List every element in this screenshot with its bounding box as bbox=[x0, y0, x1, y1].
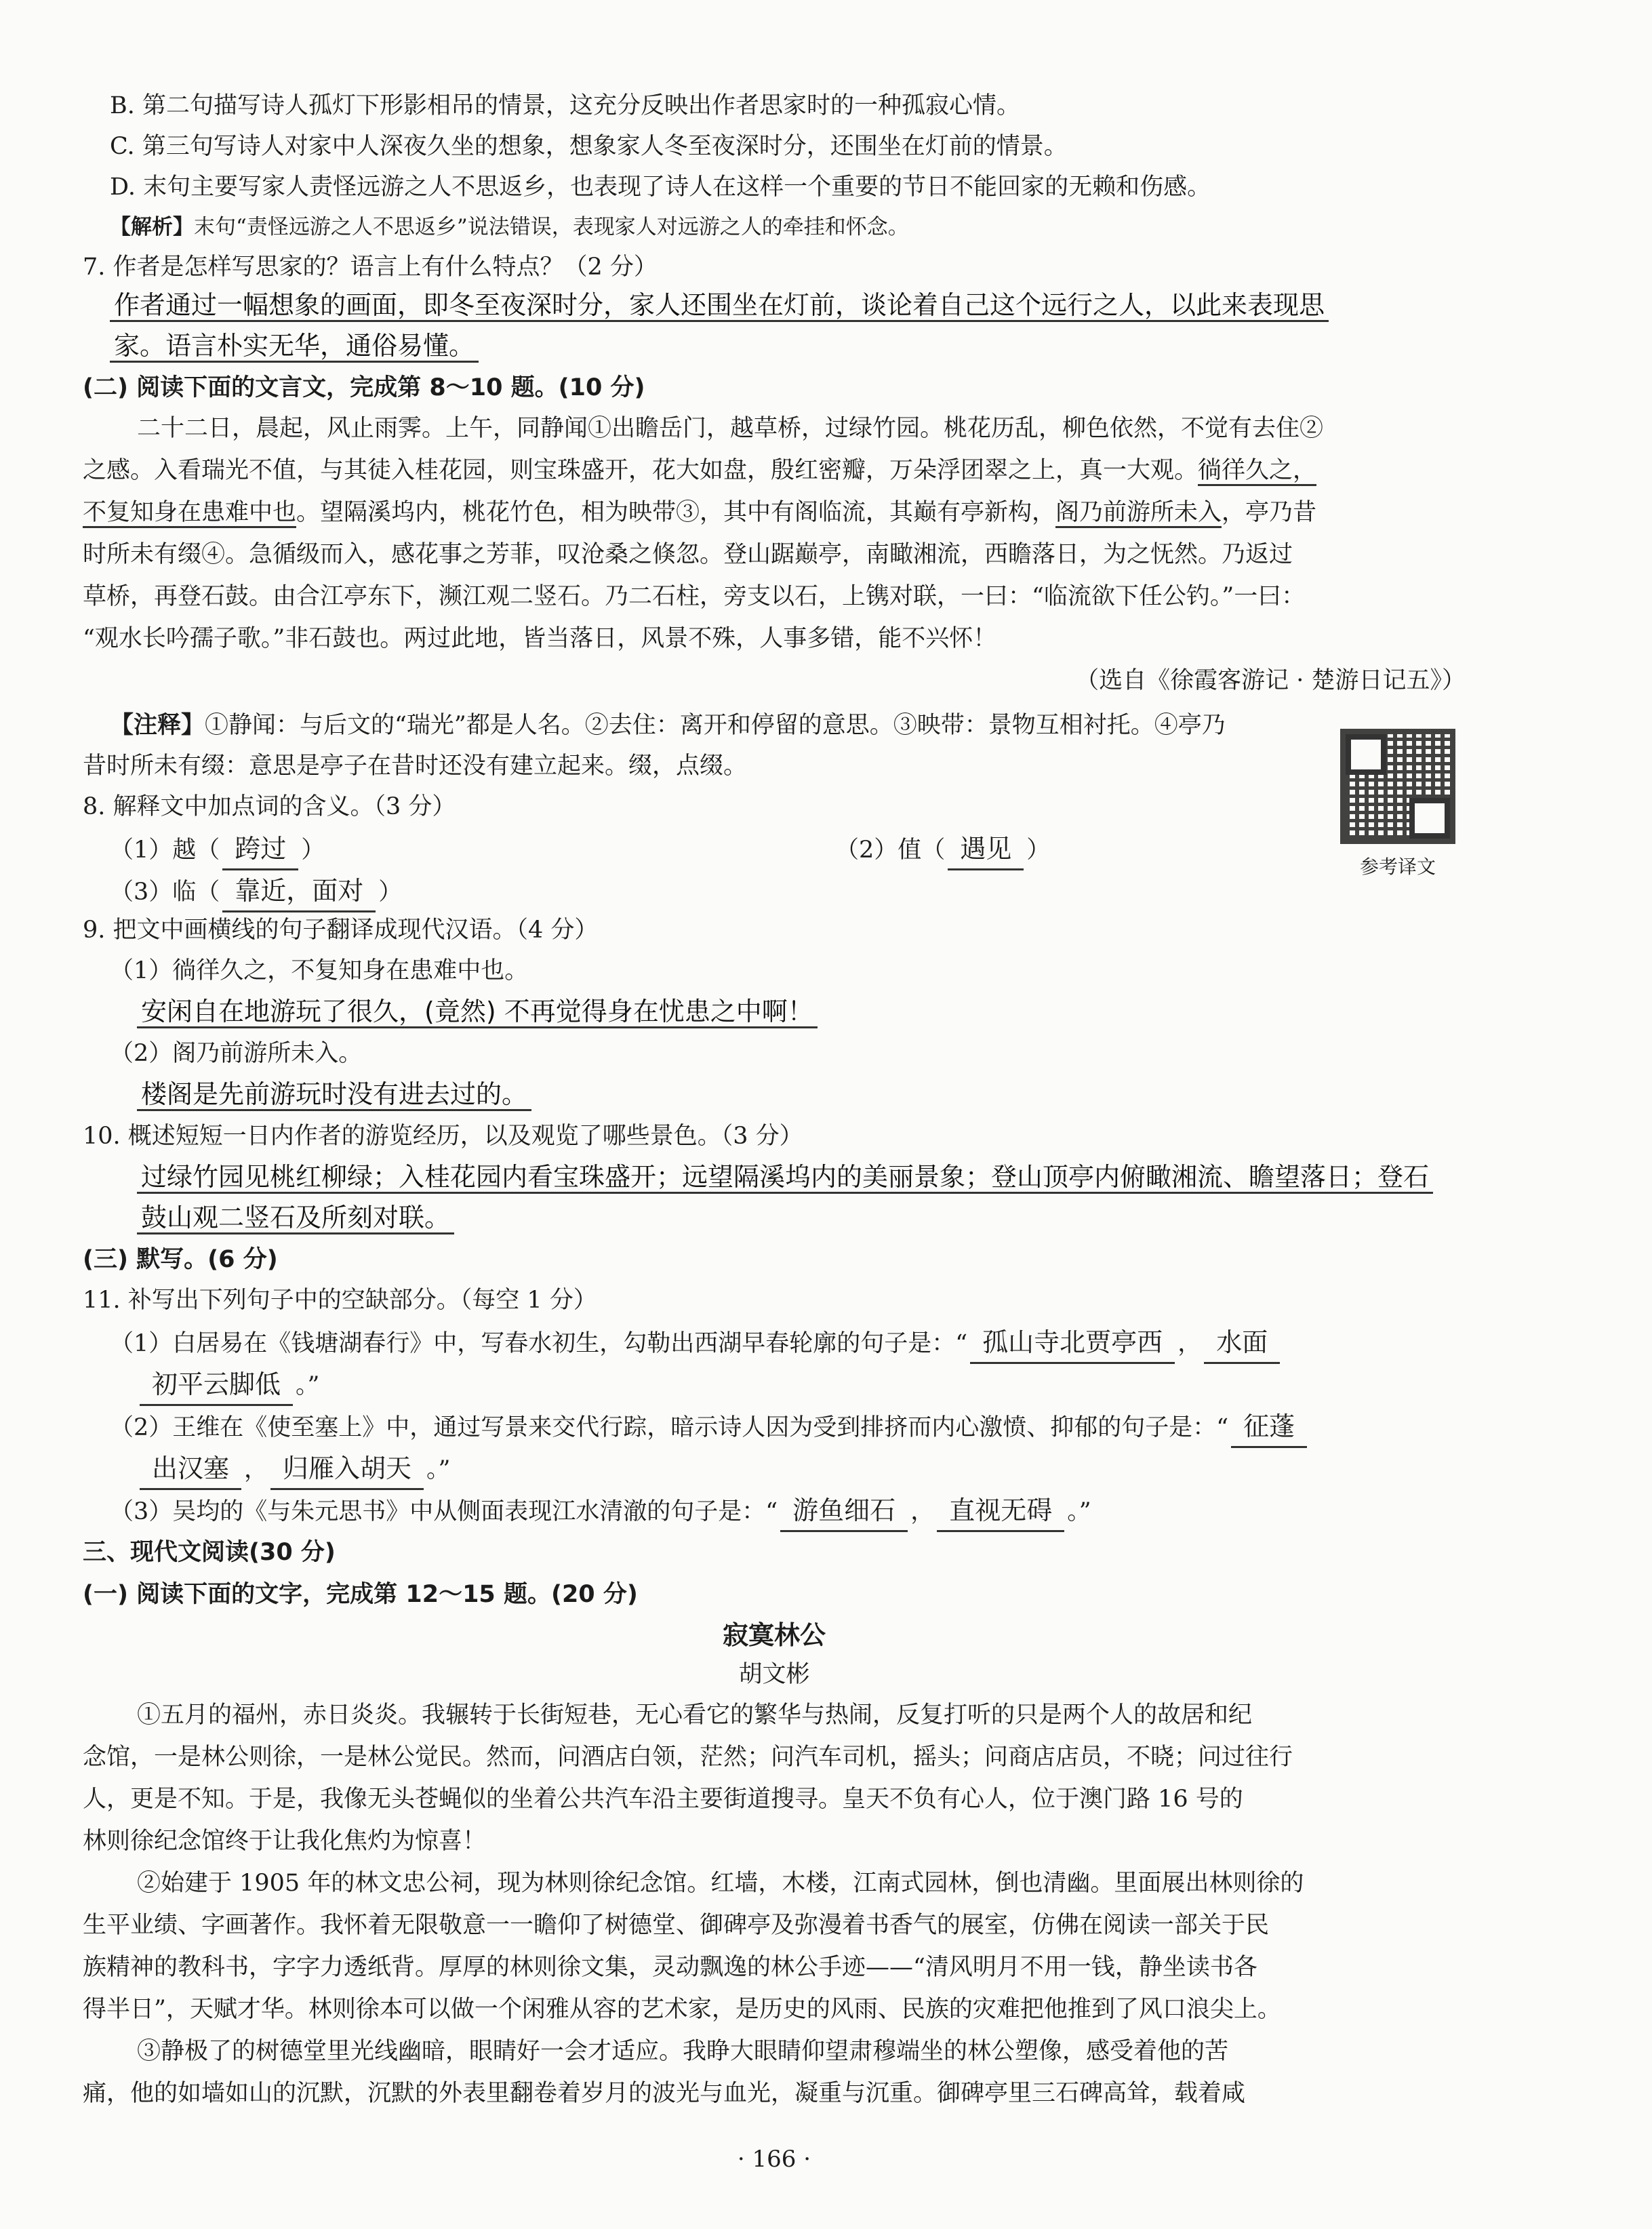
q7-question: 7. 作者是怎样写思家的？语言上有什么特点？（2 分） bbox=[83, 254, 658, 281]
q8-close: ） bbox=[301, 837, 325, 864]
notes-text: ①静闻：与后文的“瑞光”都是人名。②去住：离开和停留的意思。③映带：景物互相衬托。④亭乃 bbox=[205, 712, 1226, 739]
q11-blank-1: 孤山寺北贾亭西 bbox=[970, 1323, 1175, 1364]
notes-line-1 bbox=[110, 708, 1226, 744]
passage-line-5: 草桥，再登石鼓。由合江亭东下，濒江观二竖石。乃二石柱，旁支以石，上镌对联，一曰：“临流欲下任公钓。”一曰： bbox=[83, 583, 1306, 610]
article-author: 胡文彬 bbox=[738, 1661, 810, 1688]
q8-answer-3: 靠近，面对 bbox=[222, 872, 376, 912]
q11-item-2 bbox=[110, 1407, 1310, 1448]
passage-line-2 bbox=[83, 453, 1316, 489]
q7-answer-line-2 bbox=[110, 327, 479, 365]
q8-item-2 bbox=[835, 830, 1050, 870]
article-p1-line-3: 人，更是不知。于是，我像无头苍蝇似的坐着公共汽车沿主要街道搜寻。皇天不负有心人，位于澳门路 16 号的 bbox=[83, 1786, 1243, 1813]
qr-code-icon[interactable] bbox=[1340, 729, 1455, 844]
q9-question: 9. 把文中画横线的句子翻译成现代汉语。（4 分） bbox=[83, 917, 599, 944]
article-title: 寂寞林公 bbox=[722, 1620, 826, 1650]
q11-blank-5: 游鱼细石 bbox=[780, 1491, 908, 1532]
document-page bbox=[83, 68, 1466, 2173]
article-p1-line-4: 林则徐纪念馆终于让我化焦灼为惊喜！ bbox=[83, 1828, 487, 1855]
underlined-sentence-1: 徜徉久之， bbox=[1198, 457, 1316, 486]
q6-option-c: C. 第三句写诗人对家中人深夜久坐的想象，想象家人冬至夜深时分，还围坐在灯前的情景。 bbox=[110, 133, 1068, 160]
article-p3-line-1: ③静极了的树德堂里光线幽暗，眼睛好一会才适应。我睁大眼睛仰望肃穆端坐的林公塑像，感受着他的苦 bbox=[137, 2038, 1229, 2065]
q11-item-1-cont bbox=[137, 1365, 319, 1406]
q8-label: （1）越（ bbox=[110, 837, 220, 864]
passage-source: （选自《徐霞客游记 · 楚游日记五》） bbox=[1075, 667, 1466, 694]
q11-prompt: （1）白居易在《钱塘湖春行》中，写春水初生，勾勒出西湖早春轮廓的句子是：“ bbox=[110, 1330, 968, 1357]
analysis-tag: 【解析】 bbox=[110, 215, 194, 239]
q10-answer-2: 鼓山观二竖石及所刻对联。 bbox=[137, 1203, 454, 1234]
underlined-sentence-2: 阁乃前游所未入 bbox=[1055, 499, 1222, 528]
q10-answer-1: 过绿竹园见桃红柳绿；入桂花园内看宝珠盛开；远望隔溪坞内的美丽景象；登山顶亭内俯瞰湘流、瞻望落日；登石 bbox=[137, 1162, 1433, 1194]
part2-heading: (二) 阅读下面的文言文，完成第 8～10 题。(10 分) bbox=[83, 374, 645, 401]
page-number: · 166 · bbox=[737, 2146, 811, 2173]
section3-heading: 三、现代文阅读(30 分) bbox=[83, 1539, 336, 1566]
q11-blank-2b: 初平云脚低 bbox=[140, 1365, 293, 1406]
q11-item-2-cont bbox=[137, 1449, 450, 1490]
passage-text: ，亭乃昔 bbox=[1222, 499, 1317, 526]
q11-blank-3a: 征蓬 bbox=[1231, 1407, 1307, 1448]
q10-question: 10. 概述短短一日内作者的游览经历，以及观览了哪些景色。（3 分） bbox=[83, 1123, 803, 1150]
q6-option-b: B. 第二句描写诗人孤灯下形影相吊的情景，这充分反映出作者思家时的一种孤寂心情。 bbox=[110, 92, 1020, 119]
passage-text: 。望隔溪坞内，桃花竹色，相为映带③，其中有阁临流，其巅有亭新构， bbox=[296, 499, 1056, 526]
article-p3-line-2: 痛，他的如墙如山的沉默，沉默的外表里翻卷着岁月的波光与血光，凝重与沉重。御碑亭里三石碑高耸，载着咸 bbox=[83, 2080, 1246, 2107]
article-p1-line-2: 念馆，一是林公则徐，一是林公觉民。然而，问酒店白领，茫然；问汽车司机，摇头；问商店店员，不晓；问过往行 bbox=[83, 1744, 1293, 1771]
passage-line-1: 二十二日，晨起，风止雨霁。上午，同静闻①出瞻岳门，越草桥，过绿竹园。桃花历乱，柳色依然，不觉有去住② bbox=[137, 415, 1324, 442]
passage-line-4: 时所未有缀④。急循级而入，感花事之芳菲，叹沧桑之倏忽。登山踞巅亭，南瞰湘流，西瞻落日，为之怃然。乃返过 bbox=[83, 541, 1293, 568]
q10-answer-line-2 bbox=[137, 1199, 454, 1237]
q9-answer-line-2 bbox=[137, 1075, 531, 1114]
notes-tag: 【注释】 bbox=[110, 712, 205, 739]
q8-label: （3）临（ bbox=[110, 879, 220, 906]
q8-question: 8. 解释文中加点词的含义。（3 分） bbox=[83, 793, 456, 820]
q11-prompt: （2）王维在《使至塞上》中，通过写景来交代行踪，暗示诗人因为受到排挤而内心激愤、抑郁的句子是：“ bbox=[110, 1414, 1229, 1441]
q9-answer-1: 安闲自在地游玩了很久，(竟然) 不再觉得身在忧患之中啊！ bbox=[137, 997, 818, 1028]
notes-line-2: 昔时所未有缀：意思是亭子在昔时还没有建立起来。缀，点缀。 bbox=[83, 752, 748, 780]
q7-answer-line-1 bbox=[110, 286, 1329, 325]
q8-item-1 bbox=[110, 830, 325, 870]
section3-subheading: (一) 阅读下面的文字，完成第 12～15 题。(20 分) bbox=[83, 1581, 638, 1608]
q11-separator: ， bbox=[910, 1498, 935, 1525]
q11-question: 11. 补写出下列句子中的空缺部分。（每空 1 分） bbox=[83, 1287, 597, 1314]
analysis-text: 末句“责怪远游之人不思返乡”说法错误，表现家人对远游之人的牵挂和怀念。 bbox=[194, 215, 909, 239]
q11-end: 。” bbox=[426, 1456, 451, 1483]
q6-analysis bbox=[110, 212, 909, 243]
article-p2-line-2: 生平业绩、字画著作。我怀着无限敬意一一瞻仰了树德堂、御碑亭及弥漫着书香气的展室，仿佛在阅读一部关于民 bbox=[83, 1912, 1270, 1939]
passage-text: 之感。入看瑞光不值，与其徒入桂花园，则宝珠盛开，花大如盘，殷红密瓣，万朵浮团翠之上，真一大观。 bbox=[83, 457, 1198, 484]
q6-option-d: D. 末句主要写家人责怪远游之人不思返乡，也表现了诗人在这样一个重要的节日不能回家的无赖和伤感。 bbox=[110, 174, 1211, 201]
q11-blank-2a: 水面 bbox=[1204, 1323, 1280, 1364]
q11-blank-4: 归雁入胡天 bbox=[270, 1449, 424, 1490]
q7-answer-text-1: 作者通过一幅想象的画面，即冬至夜深时分，家人还围坐在灯前，谈论着自己这个远行之人，以此来表现思 bbox=[110, 290, 1329, 322]
q7-answer-text-2: 家。语言朴实无华，通俗易懂。 bbox=[110, 331, 479, 363]
q8-label: （2）值（ bbox=[835, 837, 946, 864]
q8-answer-1: 跨过 bbox=[222, 830, 298, 870]
q8-item-3 bbox=[110, 872, 402, 912]
qr-label: 参考译文 bbox=[1359, 856, 1436, 878]
q9-answer-line-1 bbox=[137, 992, 818, 1031]
q8-close: ） bbox=[378, 879, 403, 906]
passage-line-6: “观水长吟孺子歌。”非石鼓也。两过此地，皆当落日，风景不殊，人事多错，能不兴怀！ bbox=[83, 625, 997, 652]
q11-end: 。” bbox=[1067, 1498, 1091, 1525]
q11-blank-3b: 出汉塞 bbox=[140, 1449, 241, 1490]
q10-answer-line-1 bbox=[137, 1158, 1433, 1197]
q8-close: ） bbox=[1026, 837, 1051, 864]
passage-line-3 bbox=[83, 495, 1316, 531]
q11-separator: ， bbox=[1177, 1330, 1202, 1357]
q11-separator: ， bbox=[244, 1456, 268, 1483]
q9-sentence-2: （2）阁乃前游所未入。 bbox=[110, 1040, 363, 1067]
article-p2-line-3: 族精神的教科书，字字力透纸背。厚厚的林则徐文集，灵动飘逸的林公手迹——“清风明月不用一钱，静坐读书各 bbox=[83, 1954, 1257, 1981]
article-p2-line-4: 得半日”，天赋才华。林则徐本可以做一个闲雅从容的艺术家，是历史的风雨、民族的灾难把他推到了风口浪尖上。 bbox=[83, 1996, 1281, 2023]
q8-answer-2: 遇见 bbox=[948, 830, 1024, 870]
underlined-sentence-1-end: 不复知身在患难中也 bbox=[83, 499, 296, 528]
q11-prompt: （3）吴均的《与朱元思书》中从侧面表现江水清澈的句子是：“ bbox=[110, 1498, 778, 1525]
article-p1-line-1: ①五月的福州，赤日炎炎。我辗转于长街短巷，无心看它的繁华与热闹，反复打听的只是两个人的故居和纪 bbox=[137, 1702, 1253, 1729]
q11-item-3 bbox=[110, 1491, 1091, 1532]
q9-sentence-1: （1）徜徉久之，不复知身在患难中也。 bbox=[110, 957, 529, 984]
q11-blank-6: 直视无碍 bbox=[937, 1491, 1064, 1532]
part3-heading: (三) 默写。(6 分) bbox=[83, 1246, 278, 1273]
article-p2-line-1: ②始建于 1905 年的林文忠公祠，现为林则徐纪念馆。红墙，木楼，江南式园林，倒也清幽。里面展出林则徐的 bbox=[137, 1870, 1304, 1897]
q11-item-1 bbox=[110, 1323, 1283, 1364]
q9-answer-2: 楼阁是先前游玩时没有进去过的。 bbox=[137, 1079, 531, 1111]
q11-end: 。” bbox=[296, 1372, 320, 1399]
